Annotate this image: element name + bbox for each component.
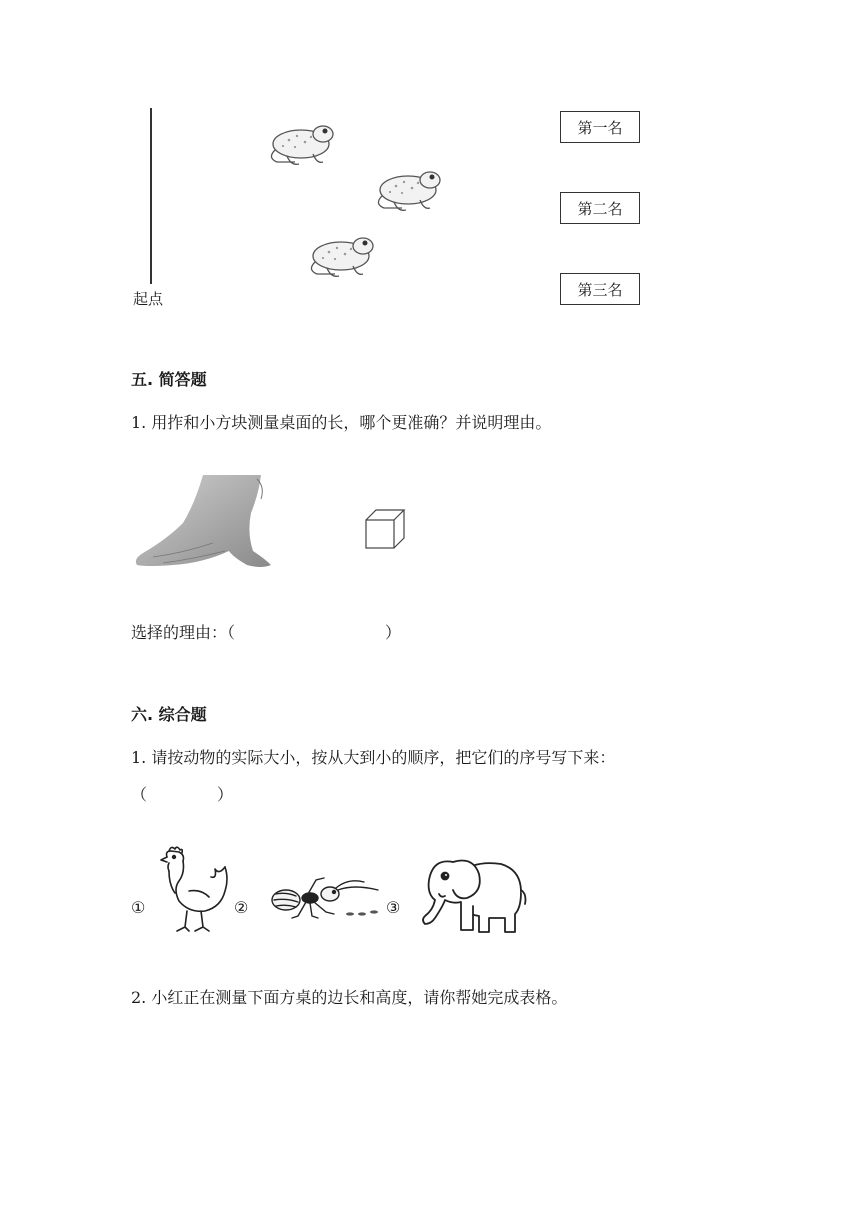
cube-illustration xyxy=(364,508,406,550)
order-open-paren: （ xyxy=(131,785,148,804)
answer-suffix: ） xyxy=(385,623,402,642)
frog-illustration xyxy=(265,120,340,170)
rank-box-second: 第二名 xyxy=(560,192,640,224)
answer-line xyxy=(131,620,401,643)
frog-illustration xyxy=(305,232,380,282)
start-line xyxy=(150,108,152,284)
ant-illustration xyxy=(268,872,386,922)
order-close-paren: ） xyxy=(217,785,234,804)
answer-prefix: 选择的理由：（ xyxy=(131,623,236,642)
section5-question-1: 1. 用拃和小方块测量桌面的长，哪个更准确？并说明理由。 xyxy=(131,413,552,432)
rank-box-first: 第一名 xyxy=(560,111,640,143)
frog-illustration xyxy=(372,166,447,216)
animal-label-1: ① xyxy=(131,898,146,917)
start-label: 起点 xyxy=(133,290,164,308)
animal-label-3: ③ xyxy=(386,898,401,917)
section6-question-2: 2. 小红正在测量下面方桌的边长和高度，请你帮她完成表格。 xyxy=(131,988,568,1007)
order-answer-line xyxy=(131,782,233,805)
animal-label-2: ② xyxy=(234,898,249,917)
frog-race-figure xyxy=(120,100,680,320)
rank-box-third: 第三名 xyxy=(560,273,640,305)
section6-question-1: 1. 请按动物的实际大小，按从大到小的顺序，把它们的序号写下来： xyxy=(131,748,616,767)
hand-illustration xyxy=(133,473,293,573)
section5-title: 五. 简答题 xyxy=(131,370,207,389)
chicken-illustration xyxy=(155,845,233,935)
elephant-illustration xyxy=(417,850,529,938)
section6-title: 六. 综合题 xyxy=(131,705,207,724)
